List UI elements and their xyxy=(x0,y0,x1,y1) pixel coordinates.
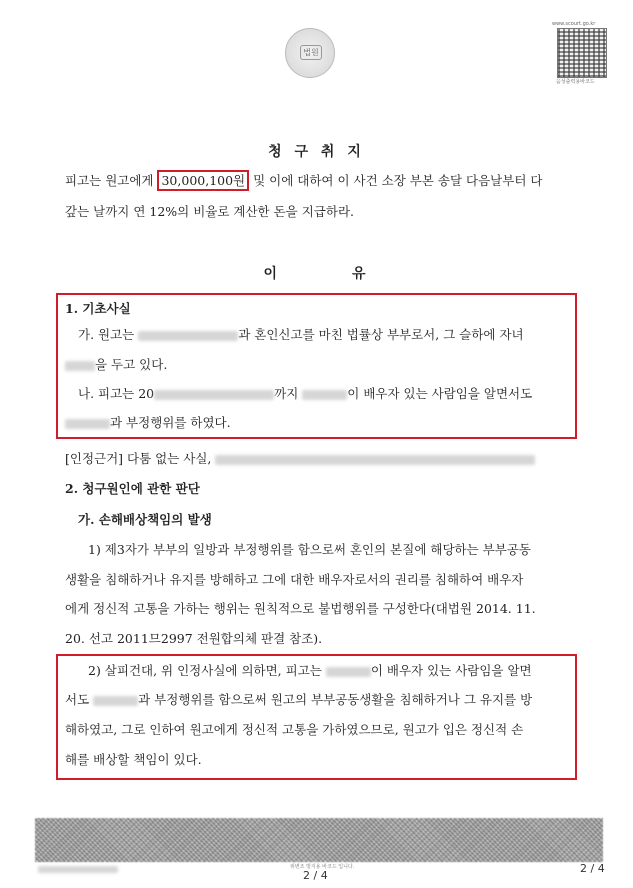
para1-line-3: 에게 정신적 고통을 가하는 행위는 원칙적으로 불법행위를 구성한다(대법원 2014. 11. xyxy=(65,601,536,616)
para2-line-1 xyxy=(88,662,532,680)
qr-caption: 음성출력용바코드 xyxy=(556,79,595,85)
redacted-text xyxy=(154,390,274,400)
para2-line2-suffix: 과 부정행위를 함으로써 원고의 부부공동생활을 침해하거나 그 유지를 방 xyxy=(138,692,533,707)
fact-b-suffix: 이 배우자 있는 사람임을 알면서도 xyxy=(347,386,533,401)
section-1-title: 1. 기초사실 xyxy=(65,301,131,316)
para2-line-4: 해를 배상할 책임이 있다. xyxy=(65,752,202,767)
redacted-footer-text xyxy=(38,866,118,873)
claim-text-before: 피고는 원고에게 xyxy=(65,173,158,188)
anti-forgery-barcode xyxy=(35,818,603,862)
fact-b-line-1 xyxy=(78,385,532,403)
section-2-title: 2. 청구원인에 관한 판단 xyxy=(65,481,200,496)
redacted-text xyxy=(215,455,535,465)
reason-heading: 이 유 xyxy=(263,266,370,282)
para1-line-1: 1) 제3자가 부부의 일방과 부정행위를 함으로써 혼인의 본질에 해당하는 부부공동 xyxy=(88,542,531,557)
claim-heading: 청 구 취 지 xyxy=(268,144,365,160)
basis-line xyxy=(65,450,535,468)
para2-line2-prefix: 서도 xyxy=(65,692,94,707)
para2-line1-prefix: 2) 살피건대, 위 인정사실에 의하면, 피고는 xyxy=(88,663,326,678)
page-number-center: 2 / 4 xyxy=(303,869,328,882)
redacted-text xyxy=(65,361,95,371)
fact-b-prefix: 나. 피고는 20 xyxy=(78,386,155,401)
para2-line1-suffix: 이 배우자 있는 사람임을 알면 xyxy=(370,663,532,678)
para1-line-2: 생활을 침해하거나 유지를 방해하고 그에 대한 배우자로서의 권리를 침해하여 배우자 xyxy=(65,572,524,587)
fact-b-line-2 xyxy=(65,414,231,432)
fact-a-prefix: 가. 원고는 xyxy=(78,327,139,342)
qr-code-icon xyxy=(557,28,607,78)
claim-amount: 30,000,100원 xyxy=(157,170,249,191)
basis-text: [인정근거] 다툼 없는 사실, xyxy=(65,451,212,466)
fact-a-suffix: 과 혼인신고를 마친 법률상 부부로서, 그 슬하에 자녀 xyxy=(238,327,524,342)
para2-line-3: 해하였고, 그로 인하여 원고에게 정신적 고통을 가하였으므로, 원고가 입은 정신적 손 xyxy=(65,722,524,737)
redacted-text xyxy=(302,390,347,400)
section-2a-title: 가. 손해배상책임의 발생 xyxy=(78,512,212,527)
fact-a-line-2 xyxy=(65,356,167,374)
court-seal-icon xyxy=(285,28,335,78)
redacted-text xyxy=(65,419,110,429)
fact-a-line-1 xyxy=(78,326,524,344)
para2-line-2 xyxy=(65,691,532,709)
claim-line-2: 갚는 날까지 연 12%의 비율로 계산한 돈을 지급하라. xyxy=(65,204,354,219)
barcode-notice: 위변조 방지용 바코드 입니다. xyxy=(290,864,355,870)
fact-b-mid: 까지 xyxy=(274,386,303,401)
fact-b-line2-text: 과 부정행위를 하였다. xyxy=(110,415,231,430)
redacted-text xyxy=(326,667,371,677)
claim-text-after: 및 이에 대하여 이 사건 소장 부본 송달 다음날부터 다 xyxy=(249,173,543,188)
claim-line-1 xyxy=(65,172,542,190)
seal-text: 법원 xyxy=(300,45,322,60)
redacted-text xyxy=(93,696,138,706)
redacted-text xyxy=(138,331,238,341)
fact-a-line2-text: 을 두고 있다. xyxy=(95,357,168,372)
para1-line-4: 20. 선고 2011므2997 전원합의체 판결 참조). xyxy=(65,631,323,646)
qr-url: www.scourt.go.kr xyxy=(552,21,596,27)
page-number-right: 2 / 4 xyxy=(580,862,605,875)
